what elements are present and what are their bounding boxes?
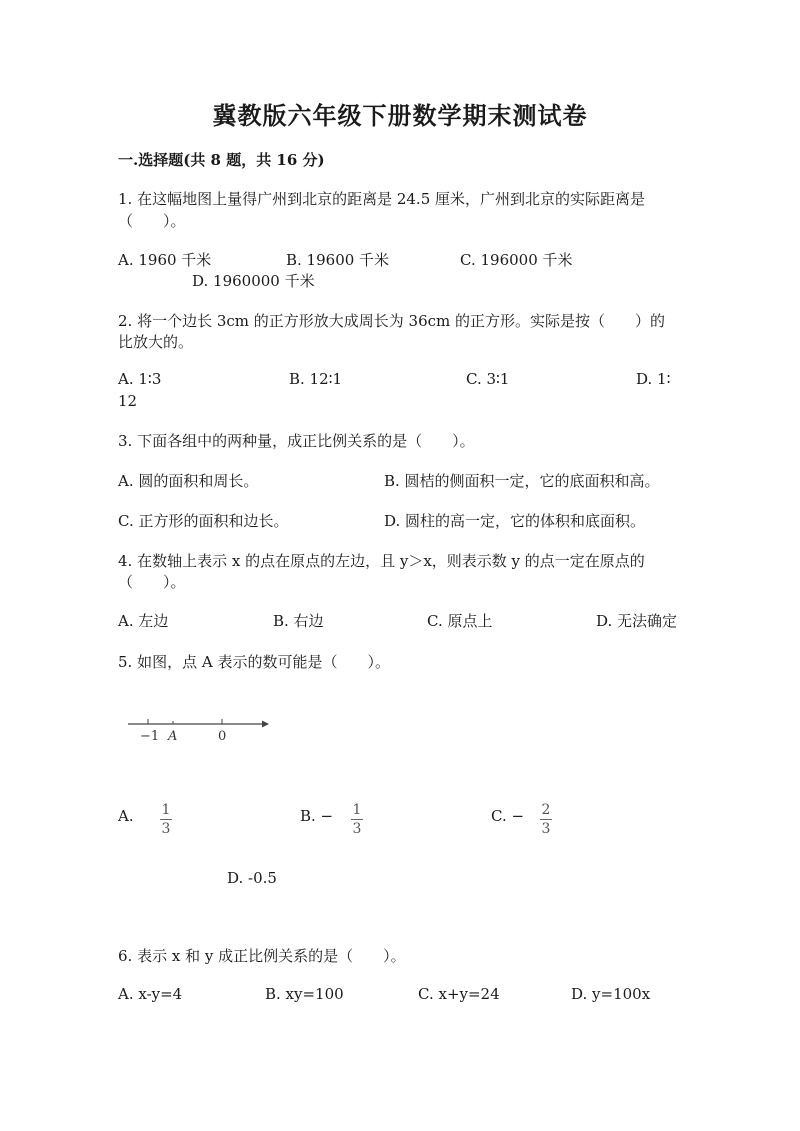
option-d-continued: 12 <box>118 392 138 410</box>
option-c[interactable]: C. 正方形的面积和边长。 <box>118 512 289 530</box>
question-text: （ ）。 <box>118 212 186 230</box>
question-text: 2. 将一个边长 3cm 的正方形放大成周长为 36cm 的正方形。实际是按（ ）的 <box>118 312 666 330</box>
option-b[interactable]: B. − <box>300 807 334 825</box>
option-b[interactable]: B. 12∶1 <box>289 370 343 388</box>
denominator: 3 <box>161 821 171 837</box>
arrow-head-icon <box>262 721 269 728</box>
fraction-bar <box>540 819 552 820</box>
option-c[interactable]: C. − <box>491 807 525 825</box>
question-text: 5. 如图，点 A 表示的数可能是（ ）。 <box>118 653 390 671</box>
option-a[interactable]: A. 1∶3 <box>118 370 162 388</box>
question-text: 1. 在这幅地图上量得广州到北京的距离是 24.5 厘米，广州到北京的实际距离是 <box>118 190 646 208</box>
numerator: 1 <box>161 802 171 818</box>
question-text: 比放大的。 <box>118 333 194 351</box>
option-b[interactable]: B. 圆桔的侧面积一定，它的底面积和高。 <box>384 472 660 490</box>
option-b[interactable]: B. 19600 千米 <box>286 251 390 269</box>
option-d[interactable]: D. 1∶ <box>636 370 671 388</box>
numerator: 1 <box>352 802 362 818</box>
label-a: A <box>168 729 178 744</box>
option-d[interactable]: D. 无法确定 <box>596 612 678 630</box>
question-text: 6. 表示 x 和 y 成正比例关系的是（ ）。 <box>118 947 406 965</box>
option-a[interactable]: A. 1960 千米 <box>118 251 212 269</box>
fraction-bar <box>160 819 172 820</box>
question-text: 3. 下面各组中的两种量，成正比例关系的是（ ）。 <box>118 432 475 450</box>
fraction-c <box>540 802 552 837</box>
option-b[interactable]: B. xy=100 <box>265 985 344 1003</box>
label-zero: 0 <box>218 729 227 744</box>
fraction-b <box>351 802 363 837</box>
option-d[interactable]: D. 圆柱的高一定，它的体积和底面积。 <box>384 512 646 530</box>
option-a[interactable]: A. 左边 <box>118 612 169 630</box>
option-c[interactable]: C. 196000 千米 <box>460 251 573 269</box>
number-line-figure <box>126 712 271 744</box>
denominator: 3 <box>541 821 551 837</box>
fraction-bar <box>351 819 363 820</box>
option-a[interactable]: A. <box>118 807 134 825</box>
denominator: 3 <box>352 821 362 837</box>
question-text: 4. 在数轴上表示 x 的点在原点的左边，且 y＞x，则表示数 y 的点一定在原点的 <box>118 552 645 570</box>
page-title: 冀教版六年级下册数学期末测试卷 <box>212 101 588 130</box>
option-c[interactable]: C. 原点上 <box>427 612 493 630</box>
numerator: 2 <box>541 802 551 818</box>
option-d[interactable]: D. y=100x <box>571 985 651 1003</box>
question-text: （ ）。 <box>118 573 186 591</box>
section-heading: 一.选择题(共 8 题，共 16 分) <box>118 151 325 169</box>
option-a[interactable]: A. x-y=4 <box>118 985 183 1003</box>
option-d[interactable]: D. -0.5 <box>227 869 277 887</box>
option-a[interactable]: A. 圆的面积和周长。 <box>118 472 259 490</box>
label-neg1: −1 <box>140 729 160 744</box>
option-c[interactable]: C. 3∶1 <box>466 370 510 388</box>
fraction-a <box>160 802 172 837</box>
option-d[interactable]: D. 1960000 千米 <box>192 272 315 290</box>
option-b[interactable]: B. 右边 <box>273 612 324 630</box>
option-c[interactable]: C. x+y=24 <box>418 985 500 1003</box>
